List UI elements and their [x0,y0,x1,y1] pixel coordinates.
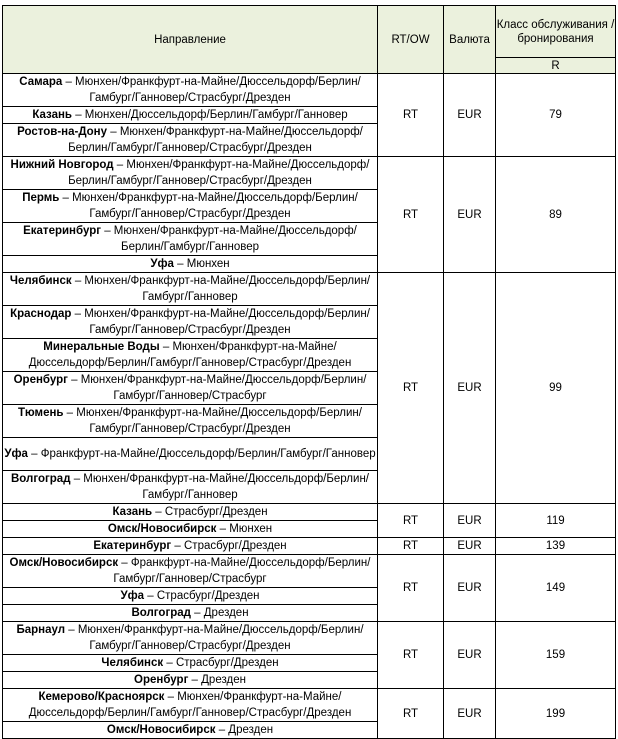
direction-cell [3,190,378,223]
origin-city: Казань [32,109,72,121]
destinations: – Мюнхен [216,523,273,535]
destinations: – Мюнхен/Франкфурт-на-Майне/Дюссельдорф/Берлин/Гамбург/Ганновер [71,275,371,303]
origin-city: Омск/Новосибирск [9,557,119,569]
rtow-cell: RT [378,555,444,622]
direction-cell [3,372,378,405]
rtow-cell: RT [378,157,444,273]
destinations: – Франкфурт-на-Майне/Дюссельдорф/Берлин/Гамбург/Ганновер/Страсбург [113,557,371,585]
direction-cell [3,107,378,124]
origin-city: Уфа [150,258,174,270]
origin-city: Кемерово/Красноярск [38,691,165,703]
currency-cell: EUR [444,689,496,739]
origin-city: Казань [112,506,153,518]
currency-cell: EUR [444,157,496,273]
header-service-class [496,6,616,58]
header-rtow: RT/OW [378,6,444,74]
destinations: – Мюнхен/Франкфурт-на-Майне/Дюссельдорф/Берлин/Гамбург/Ганновер/Страсбург/Дрезден [59,192,358,220]
destinations: – Мюнхен/Франкфурт-на-Майне/Дюссельдорф/Берлин/Гамбург/Ганновер/Страсбург/Дрезден [71,308,370,336]
rtow-cell: RT [378,74,444,157]
origin-city: Нижний Новгород [10,159,114,171]
destinations: – Мюнхен/Франкфурт-на-Майне/Дюссельдорф/Берлин/ Гамбург/Ганновер/Страсбург/Дрезден [62,76,361,104]
header-direction: Направление [3,6,378,74]
origin-city: Волгоград [131,607,191,619]
rtow-cell: RT [378,538,444,555]
destinations: – Мюнхен/Франкфурт-на-Майне/Дюссельдорф/Берлин/Гамбург/Ганновер [70,473,369,501]
currency-cell: EUR [444,504,496,538]
origin-city: Челябинск [9,275,72,287]
direction-cell [3,622,378,655]
fares-body [3,74,616,739]
price-cell: 139 [496,538,616,555]
direction-cell [3,223,378,256]
price-cell: 199 [496,689,616,739]
origin-city: Минеральные Воды [43,341,160,353]
header-service-class-label: Класс обслуживания / бронирования [496,18,615,45]
table-row [3,555,616,588]
direction-cell [3,521,378,538]
destinations: – Страсбург/Дрезден [144,590,260,602]
direction-cell [3,655,378,672]
direction-cell [3,588,378,605]
rtow-cell: RT [378,689,444,739]
destinations: – Мюнхен/Дюссельдорф/Берлин/Гамбург/Ганновер [72,109,348,121]
direction-cell [3,538,378,555]
destinations: – Мюнхен/Франкфурт-на-Майне/Дюссельдорф/Берлин/Гамбург/Ганновер/Страсбург [67,374,367,402]
origin-city: Омск/Новосибирск [107,523,217,535]
destinations: – Мюнхен/Франкфурт-на-Майне/Дюссельдорф/Берлин/Гамбург/Ганновер/Страсбург/Дрезден [65,624,364,652]
table-row [3,273,616,306]
currency-cell: EUR [444,538,496,555]
table-row [3,689,616,722]
origin-city: Тюмень [18,407,64,419]
direction-cell [3,438,378,471]
origin-city: Волгоград [10,473,71,485]
direction-cell [3,339,378,372]
direction-cell [3,722,378,739]
table-row [3,622,616,655]
direction-cell [3,555,378,588]
currency-cell: EUR [444,273,496,504]
direction-cell [3,256,378,273]
origin-city: Челябинск [101,657,164,669]
destinations: – Страсбург/Дрезден [163,657,279,669]
origin-city: Омск/Новосибирск [106,724,216,736]
origin-city: Самара [19,76,63,88]
destinations: – Дрезден [215,724,274,736]
direction-cell [3,306,378,339]
direction-cell [3,74,378,107]
origin-city: Краснодар [10,308,72,320]
destinations: – Дрезден [188,674,246,686]
rtow-cell: RT [378,622,444,689]
destinations: – Франкфурт-на-Майне/Дюссельдорф/Берлин/Гамбург/Ганновер [27,448,376,460]
origin-city: Уфа [120,590,145,602]
price-cell: 89 [496,157,616,273]
direction-cell [3,471,378,504]
destinations: – Страсбург/Дрезден [152,506,268,518]
origin-city: Уфа [4,448,28,460]
rtow-cell: RT [378,504,444,538]
fares-table [2,5,616,739]
destinations: – Мюнхен/Франкфурт-на-Майне/Дюссельдорф/Берлин/Гамбург/Ганновер/Страсбург/Дрезден [28,341,352,369]
price-cell: 159 [496,622,616,689]
origin-city: Ростов-на-Дону [17,126,108,138]
price-cell: 149 [496,555,616,622]
direction-cell [3,689,378,722]
direction-cell [3,405,378,438]
origin-city: Оренбург [13,374,68,386]
destinations: – Мюнхен/Франкфурт-на-Майне/Дюссельдорф/Берлин/Гамбург/Ганновер/Страсбург/Дрезден [63,407,362,435]
direction-cell [3,124,378,157]
table-row [3,157,616,190]
destinations: – Мюнхен/Франкфурт-на-Майне/Дюссельдорф/Берлин/Гамбург/Ганновер/Страсбург/Дрезден [28,691,352,719]
origin-city: Екатеринбург [93,540,172,552]
header-currency: Валюта [444,6,496,74]
origin-city: Барнаул [16,624,66,636]
direction-cell [3,672,378,689]
origin-city: Екатеринбург [23,225,102,237]
destinations: – Мюнхен/Франкфурт-на-Майне/Дюссельдорф/Берлин/Гамбург/Ганновер/Страсбург/Дрезден [68,126,363,154]
direction-cell [3,504,378,521]
direction-cell [3,273,378,306]
origin-city: Пермь [22,192,60,204]
destinations: – Мюнхен [173,258,230,270]
rtow-cell: RT [378,273,444,504]
destinations: – Мюнхен/Франкфурт-на-Майне/Дюссельдорф/Берлин/Гамбург/Ганновер [101,225,357,253]
direction-cell [3,605,378,622]
table-row [3,74,616,107]
currency-cell: EUR [444,622,496,689]
currency-cell: EUR [444,555,496,622]
destinations: – Мюнхен/Франкфурт-на-Майне/Дюссельдорф/Берлин/Гамбург/Ганновер/Страсбург/Дрезден [68,159,370,187]
currency-cell: EUR [444,74,496,157]
destinations: – Страсбург/Дрезден [171,540,287,552]
price-cell: 119 [496,504,616,538]
table-row [3,504,616,521]
direction-cell [3,157,378,190]
destinations: – Дрезден [190,607,249,619]
header-booking-class: R [496,58,616,74]
origin-city: Оренбург [134,674,189,686]
price-cell: 99 [496,273,616,504]
price-cell: 79 [496,74,616,157]
table-row [3,538,616,555]
